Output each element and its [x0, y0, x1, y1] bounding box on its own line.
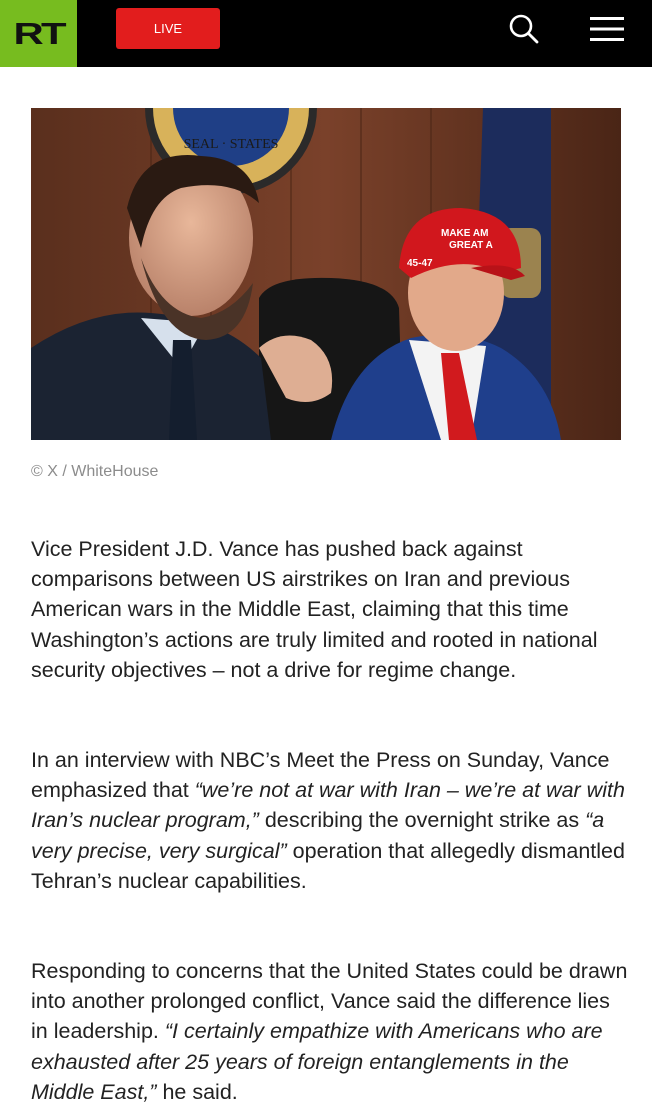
quote: “a very precise, very surgical”: [31, 808, 605, 863]
search-icon[interactable]: [508, 13, 540, 45]
quote: “I certainly empathize with Americans who are exhausted after 25 years of foreign entanglements in the Middle East,”: [31, 1019, 603, 1104]
article-paragraph-1: Vice President J.D. Vance has pushed back against comparisons between US airstrikes on Iran and previous American wars in the Middle East, claiming that this time Washington’s actions are truly limited and rooted in national security objectives – not a drive for regime change.: [31, 537, 598, 682]
article-paragraph-2: [31, 745, 631, 896]
hat-side-text: 45-47: [407, 258, 433, 269]
hat-text-line2: GREAT A: [449, 240, 493, 251]
quote: “we’re not at war with Iran – we’re at war with Iran’s nuclear program,”: [31, 778, 625, 833]
seal-text: SEAL · STATES: [183, 137, 279, 152]
paragraph-text: In an interview with NBC’s Meet the Press on Sunday, Vance emphasized that: [31, 748, 610, 803]
hat-text-line1: MAKE AM: [441, 228, 489, 239]
paragraph-text: describing the overnight strike as: [258, 808, 586, 833]
article-photo: [31, 108, 621, 440]
top-navigation-bar: [0, 0, 652, 67]
rt-logo[interactable]: [0, 0, 77, 67]
hamburger-menu-icon[interactable]: [589, 15, 625, 43]
article-paragraph-3: [31, 956, 631, 1107]
photo-credit: © X / WhiteHouse: [31, 463, 159, 480]
logo-text: RT: [13, 15, 64, 51]
paragraph-text: he said.: [156, 1079, 238, 1104]
live-button[interactable]: LIVE: [116, 8, 220, 49]
paragraph-text: operation that allegedly dismantled Tehran’s nuclear capabilities.: [31, 838, 625, 893]
paragraph-text: Responding to concerns that the United States could be drawn into another prolonged conflict, Vance said the difference lies in leadership.: [31, 959, 628, 1044]
